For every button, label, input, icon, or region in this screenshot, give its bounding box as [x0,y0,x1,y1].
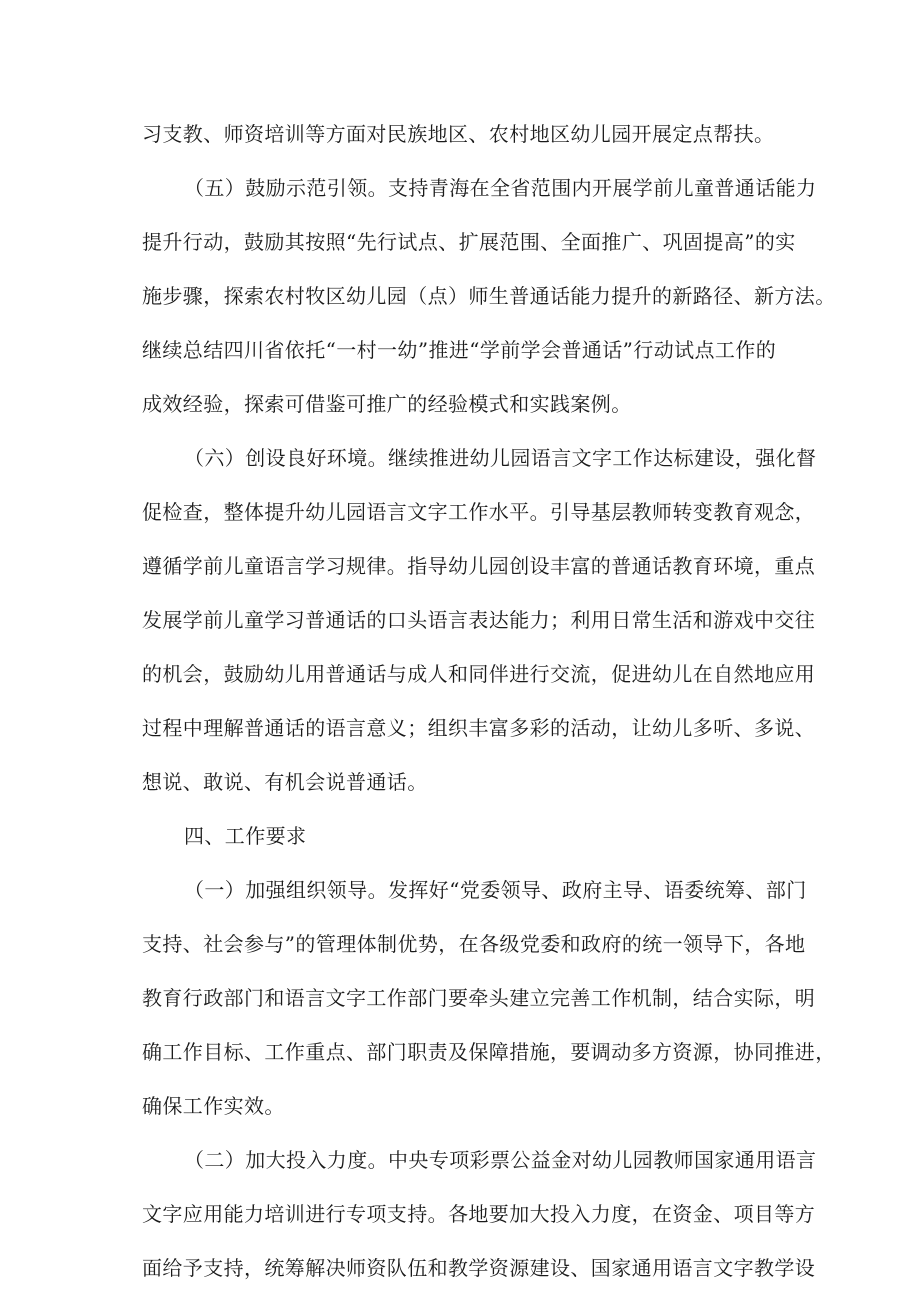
paragraph-heading-1: （一）加强组织领导。发挥好“党委领导、政府主导、语委统筹、部门 [184,878,807,902]
text-line: 遵循学前儿童语言学习规律。指导幼儿园创设丰富的普通话教育环境，重点 [142,554,816,578]
paragraph-heading-5: （五）鼓励示范引领。支持青海在全省范围内开展学前儿童普通话能力 [184,176,817,200]
paragraph-heading-2: （二）加大投入力度。中央专项彩票公益金对幼儿园教师国家通用语言 [184,1148,817,1172]
text-line: 继续总结四川省依托“一村一幼”推进“学前学会普通话”行动试点工作的 [142,338,777,362]
text-line: 想说、敢说、有机会说普通话。 [142,770,428,794]
text-line: 习支教、师资培训等方面对民族地区、农村地区幼儿园开展定点帮扶。 [142,122,775,146]
text-line: 的机会，鼓励幼儿用普通话与成人和同伴进行交流，促进幼儿在自然地应用 [142,662,816,686]
text-line: 支持、社会参与”的管理体制优势，在各级党委和政府的统一领导下，各地 [142,932,806,956]
text-line: 施步骤，探索农村牧区幼儿园（点）师生普通话能力提升的新路径、新方法。 [142,284,836,308]
text-line: 提升行动，鼓励其按照“先行试点、扩展范围、全面推广、巩固提高”的实 [142,230,796,254]
text-line: 确保工作实效。 [142,1094,285,1118]
text-line: 面给予支持，统筹解决师资队伍和教学资源建设、国家通用语言文字教学设 [142,1256,816,1280]
text-line: 促检查，整体提升幼儿园语言文字工作水平。引导基层教师转变教育观念， [142,500,816,524]
text-line: 成效经验，探索可借鉴可推广的经验模式和实践案例。 [142,392,632,416]
text-line: 发展学前儿童学习普通话的口头语言表达能力；利用日常生活和游戏中交往 [142,608,816,632]
section-heading-4: 四、工作要求 [184,824,307,848]
text-line: 教育行政部门和语言文字工作部门要牵头建立完善工作机制，结合实际，明 [142,986,816,1010]
text-line: 确工作目标、工作重点、部门职责及保障措施，要调动多方资源，协同推进， [142,1040,836,1064]
text-line: 过程中理解普通话的语言意义；组织丰富多彩的活动，让幼儿多听、多说、 [142,716,816,740]
text-line: 文字应用能力培训进行专项支持。各地要加大投入力度，在资金、项目等方 [142,1202,816,1226]
paragraph-heading-6: （六）创设良好环境。继续推进幼儿园语言文字工作达标建设，强化督 [184,446,817,470]
